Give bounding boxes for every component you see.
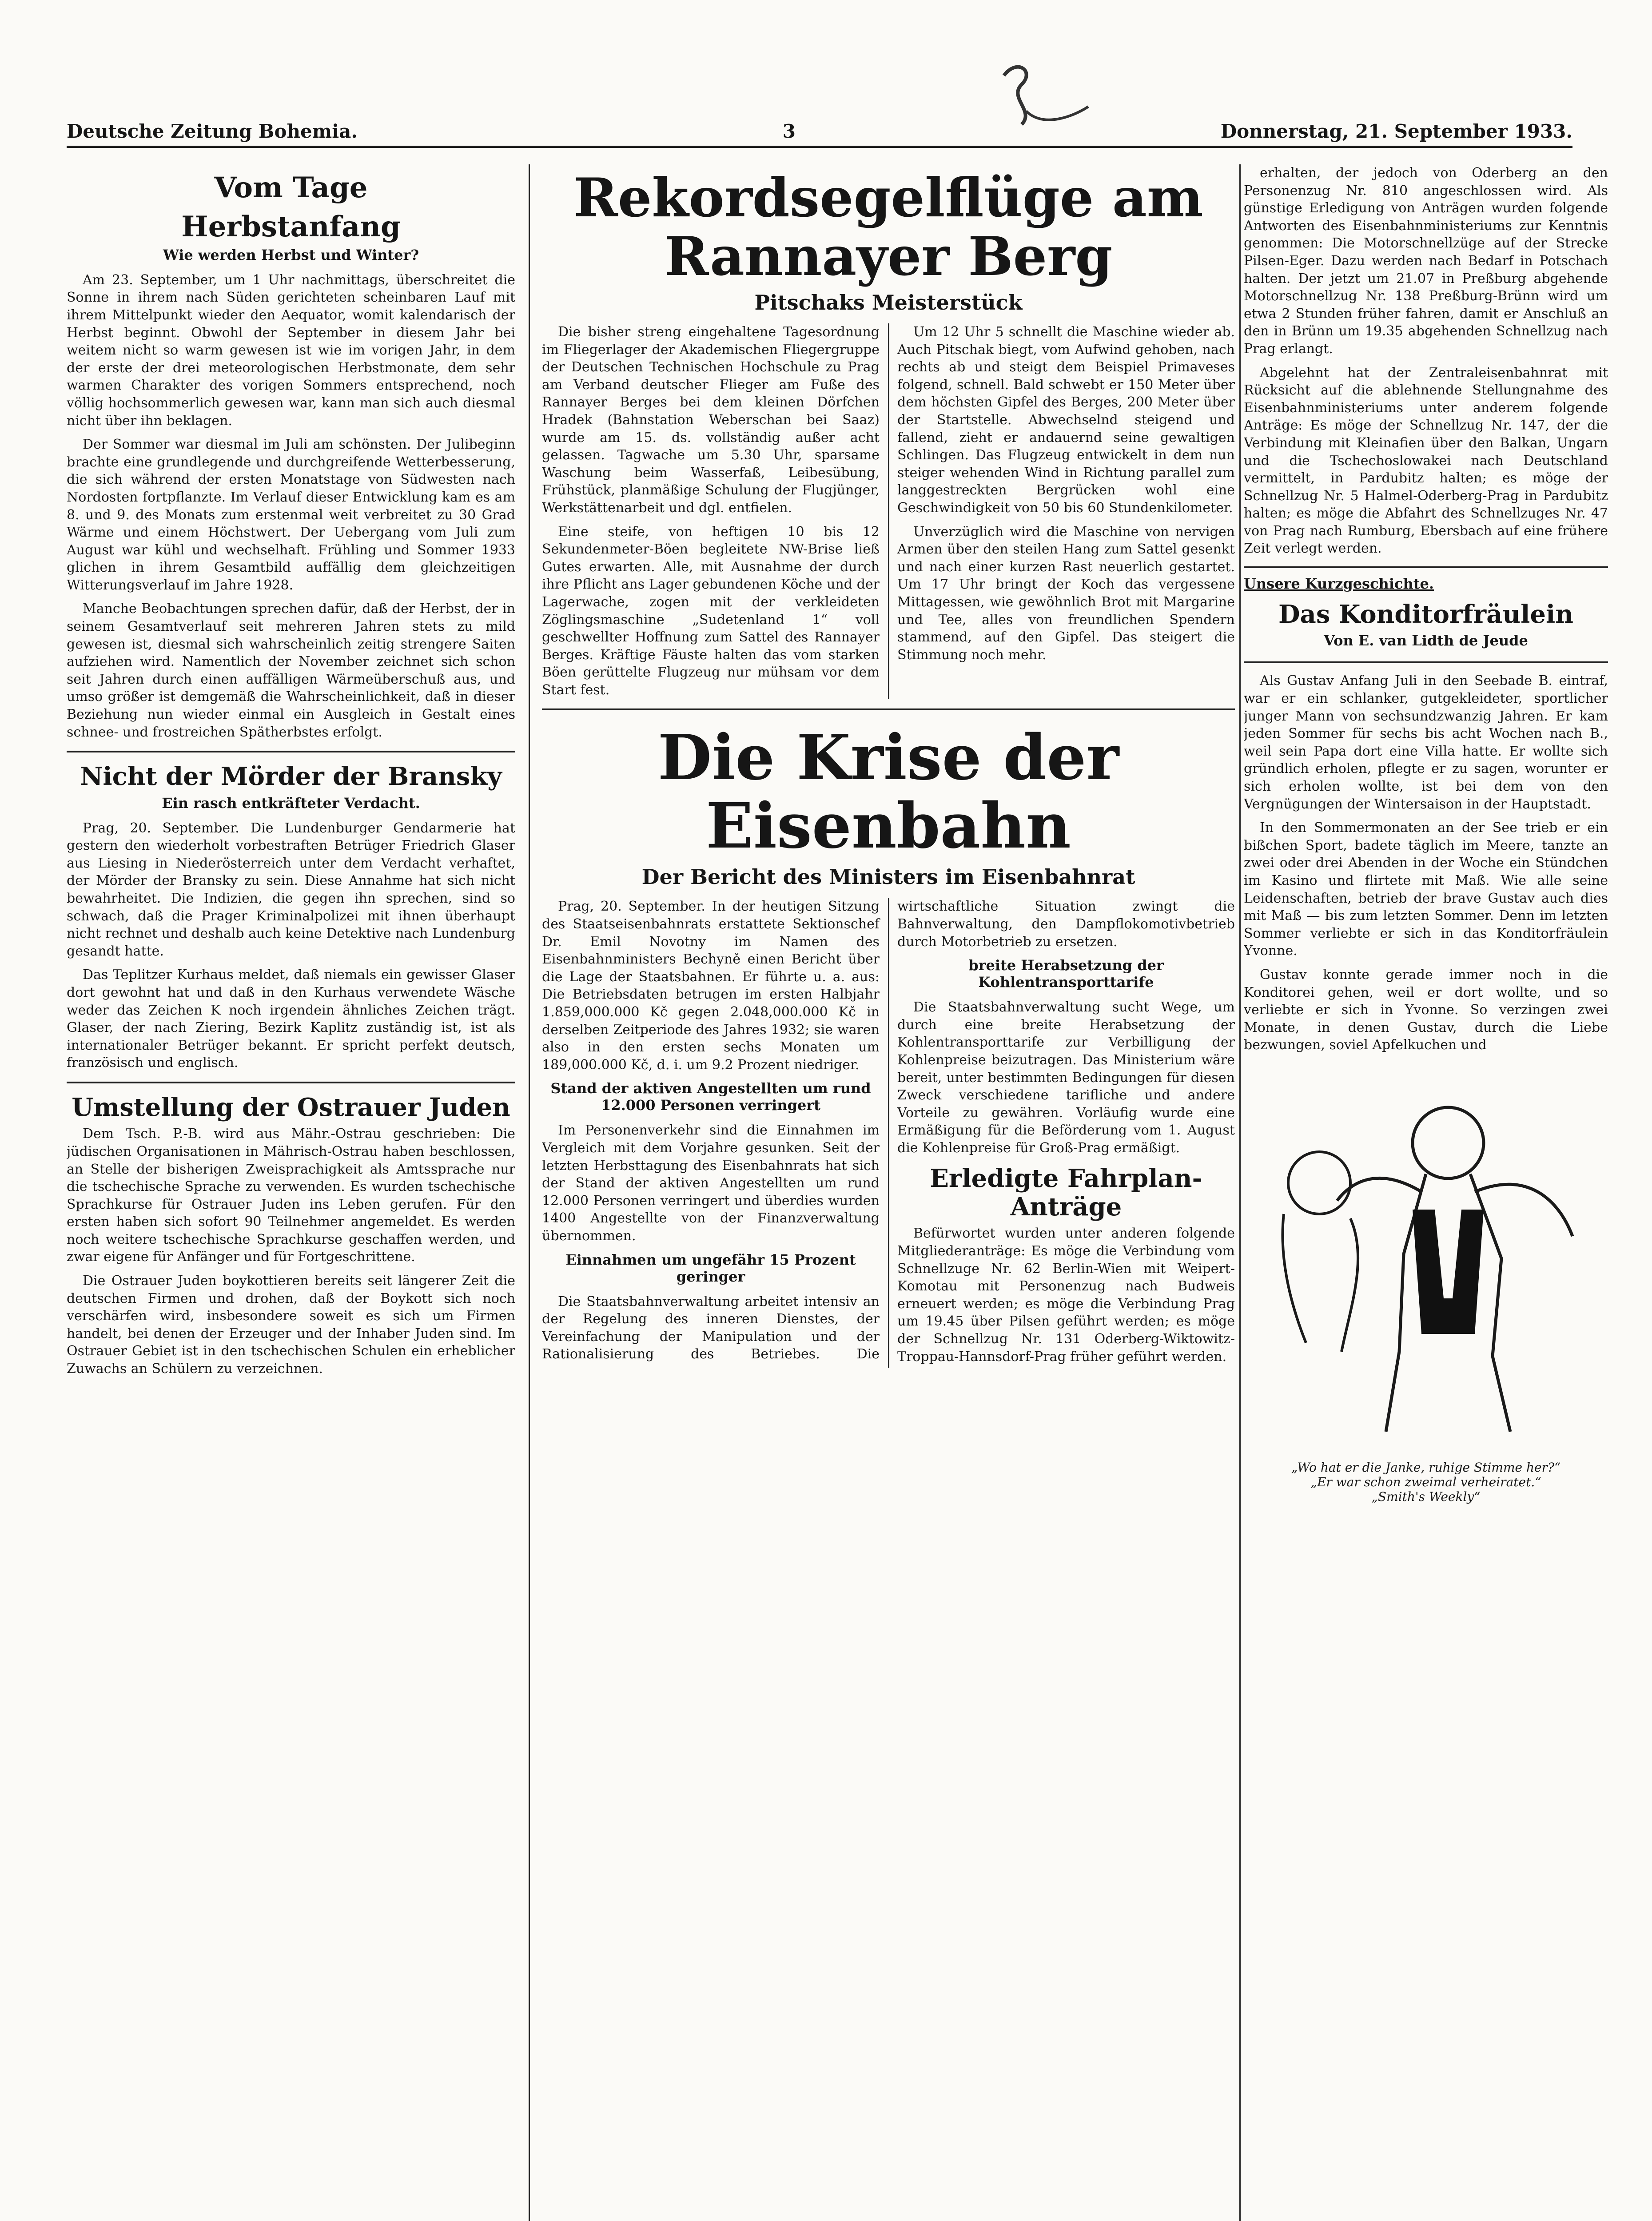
paragraph: Die Staatsbahnverwaltung arbeitet intensiv an der Regelung des inneren Dienstes, der Vereinfachung der Manipulation und der Rationalisierung des Betriebes. Die wirtschaftliche Situation zwingt die Bahnverwaltung, den Dampflokomotivbetrieb durch Motorbetrieb zu ersetzen.: [542, 899, 1235, 1362]
paragraph: Um 12 Uhr 5 schnellt die Maschine wieder ab. Auch Pitschak biegt, vom Aufwind gehoben, nach rechts ab und steigt dem Beispiel Primaveses folgend, schnell. Bald schwebt er 150 Meter über dem höchsten Gipfel des Berges, 200 Meter über der Startstelle. Abwechselnd steigend und fallend, zieht er andauernd seine gewaltigen Schlingen. Das Flugzeug entwickelt in dem nun steiger wehenden Wind in Richtung parallel zum langgestreckten Bergrücken wohl eine Geschwindigkeit von 50 bis 60 Stundenkilometer.: [897, 324, 1235, 516]
paragraph: erhalten, der jedoch von Oderberg an den Personenzug Nr. 810 angeschlossen wird. Als günstige Erledigung von Anträgen wurden folgende Antworten des Eisenbahnministeriums zur Kenntnis genommen: Die Motorschnellzüge auf der Strecke Pilsen-Eger. Dazu werden nach Bedarf in Potschach halten. Der jetzt um 21.07 in Preßburg abgehende Motorschnellzug Nr. 138 Preßburg-Brünn wird um etwa 2 Stunden früher fahren, damit er Anschluß an den in Brünn um 19.35 abgehenden Schnellzug nach Prag erlangt.: [1244, 165, 1608, 357]
divider: [67, 1082, 515, 1083]
paragraph: Prag, 20. September. Die Lundenburger Gendarmerie hat gestern den wiederholt vorbestraften Betrüger Friedrich Glaser aus Liesing in Niederösterreich unter dem Verdacht verhaftet, der Mörder der Bransky zu sein. Diese Annahme hat sich nicht bewahrheitet. Die Indizien, die gegen ihn sprechen, sind so schwach, daß die Prager Kriminalpolizei mit ihnen überhaupt nicht rechnet und deshalb auch keine Detektive nach Lundenburg gesandt hatte.: [67, 820, 515, 959]
short-story-label: Unsere Kurzgeschichte.: [1244, 575, 1434, 593]
paragraph: Unverzüglich wird die Maschine von nervigen Armen über den steilen Hang zum Sattel gesenkt und nach einer kurzen Rast neuerlich gestartet. Um 17 Uhr bringt der Koch das vergessene Mittagessen, wie gewöhnlich Brot mit Margarine und Tee, alles von freundlichen Spendern stammend, auf den Gipfel. Das steigert die Stimmung noch mehr.: [897, 524, 1235, 663]
newspaper-page: [67, 62, 1608, 2221]
short-story-title: Das Konditorfräulein: [1278, 600, 1573, 629]
article-title: Nicht der Mörder der Bransky: [80, 762, 502, 792]
paragraph: Befürwortet wurden unter anderen folgende Mitgliederanträge: Es möge die Verbindung vom Schnellzuge Nr. 62 Berlin-Wien mit Weipert-Komotau mit Personenzug nach Budweis erneuert werden; es möge die Verbindung Prag um 19.45 über Pilsen geführt werden; es möge der Schnellzug Nr. 131 Oderberg-Wiktowitz-Troppau-Hannsdorf-Prag früher geführt werden.: [897, 1226, 1235, 1365]
cartoon-illustration: [1253, 1067, 1599, 1520]
headline: Die Krise der Eisenbahn: [657, 721, 1119, 863]
paragraph: Gustav konnte gerade immer noch in die Konditorei gehen, weil er dort wollte, und so verliebte er sich in Yvonne. So verzingen zwei Monate, in denen Gustav, durch die Liebe bezwungen, soviel Apfelkuchen und: [1244, 967, 1608, 1053]
center-column: [542, 164, 1235, 2221]
cartoon-caption: „Wo hat er die Janke, ruhige Stimme her?“: [1291, 1460, 1561, 1475]
article-body: [542, 898, 1235, 1367]
short-story-box: [1244, 566, 1608, 663]
paragraph: Prag, 20. September. In der heutigen Sitzung des Staatseisenbahnrats erstattete Sektionschef Dr. Emil Novotny im Namen des Eisenbahnministers Bechyně einen Bericht über die Lage der Staatsbahnen. Er führte u. a. aus: Die Betriebsdaten betrugen im ersten Halbjahr 1.859,000.000 Kč gegen 2.048,000.000 Kč in derselben Zeitperiode des Jahres 1932; sie waren also in den ersten sechs Monaten um 189,000.000 Kč, d. i. um 9.2 Prozent niedriger.: [542, 899, 880, 1073]
cartoon-drawing: [1253, 1067, 1590, 1458]
paragraph: Als Gustav Anfang Juli in den Seebade B. eintraf, war er ein schlanker, gutgekleideter, sportlicher junger Mann von sechsundzwanzig Jahren. Er kam jeden Sommer für sechs bis acht Wochen nach B., weil sein Papa dort eine Villa hatte. Er wollte sich gründlich erholen, pflegte er zu sagen, worunter er sich erholen wollte, ist bei dem von den Vergnügungen der Wintersaison in der Hauptstadt.: [1244, 673, 1608, 812]
section-subhead: breite Herabsetzung der Kohlentransporttarife: [968, 957, 1164, 991]
paragraph: Das Teplitzer Kurhaus meldet, daß niemals ein gewisser Glaser dort gewohnt hat und daß in den Kurhaus verwendete Wäsche weder das Zeichen K noch irgendein ähnliches Zeichen trägt. Glaser, der nach Ziering, Bezirk Kaplitz zuständig ist, ist als internationaler Betrüger bekannt. Er spricht perfekt deutsch, französisch und englisch.: [67, 967, 515, 1071]
column-rule: [529, 164, 530, 2221]
article-title: Herbstanfang: [181, 210, 401, 244]
paragraph: Abgelehnt hat der Zentraleisenbahnrat mit Rücksicht auf die ablehnende Stellungnahme des Eisenbahnministeriums unter anderem folgende Anträge: Es möge der Schnellzug Nr. 147, der die Verbindung mit Kleinafien über den Balkan, Ungarn und die Tschechoslowakei nach Deutschland vermittelt, in Pardubitz halten; es möge der Schnellzug Nr. 5 Halmel-Oderberg-Prag in Pardubitz halten; es möge die Abfahrt des Schnellzuges Nr. 47 von Prag nach Rumburg, Ebersbach auf eine frühere Zeit verlegt werden.: [1244, 365, 1608, 557]
section-subhead: Einnahmen um ungefähr 15 Prozent geringer: [565, 1251, 856, 1285]
page-number: 3: [782, 120, 796, 142]
paragraph: Die Ostrauer Juden boykottieren bereits seit längerer Zeit die deutschen Firmen und drohen, daß der Boykott sich noch verschärfen wird, insbesondere soweit es sich um Firmen handelt, bei denen der Erzeuger und der Inhaber Juden sind. Im Ostrauer Gebiet ist in den tschechischen Schulen ein erheblicher Zuwachs an Schülern zu verzeichnen.: [67, 1273, 515, 1377]
paragraph: In den Sommermonaten an der See trieb er ein bißchen Sport, badete täglich im Meere, tanzte an zwei oder drei Abenden in der Woche ein Stündchen im Kasino und flirtete mit Maß. Wie alle seine Leidenschaften, betrieb der brave Gustav auch dies mit Maß — bis zum letzten Sommer. Denn im letzten Sommer verliebte er sich in das Konditorfräulein Yvonne.: [1244, 820, 1608, 959]
headline: Rekordsegelflüge am Rannayer Berg: [573, 167, 1203, 288]
cartoon-credit: „Smith's Weekly“: [1371, 1489, 1481, 1504]
headline-subtitle: Pitschaks Meisterstück: [754, 291, 1023, 314]
short-story-author: Von E. van Lidth de Jeude: [1324, 632, 1528, 649]
divider: [542, 708, 1235, 710]
right-column: [1244, 164, 1608, 2221]
paragraph: Die Staatsbahnverwaltung sucht Wege, um durch eine breite Herabsetzung der Kohlentransporttarife zur Verbilligung der Kohlenpreise beizutragen. Das Ministerium wäre bereit, unter bestimmten Bedingungen für diesen Zweck verschiedene tarifliche und andere Vorteile zu gewähren. Vorläufig wurde eine Ermäßigung für die Beförderung vom 1. August die Kohlenpreise für Groß-Prag ermäßigt.: [897, 999, 1235, 1156]
cartoon-caption: „Er war schon zweimal verheiratet.“: [1310, 1474, 1541, 1489]
article-subtitle: Wie werden Herbst und Winter?: [163, 246, 419, 263]
article-title: Erledigte Fahrplan-Anträge: [930, 1163, 1202, 1222]
issue-date: Donnerstag, 21. September 1933.: [1220, 120, 1572, 142]
paragraph: Die bisher streng eingehaltene Tagesordnung im Fliegerlager der Akademischen Fliegergruppe der Deutschen Technischen Hochschule zu Prag am Verband deutscher Flieger am Fuße des Rannayer Berges bei dem kleinen Dörfchen Hradek (Bahnstation Weberschan bei Saaz) wurde am 15. ds. vollständig außer acht gelassen. Tagwache um 5.30 Uhr, sparsame Waschung beim Wasserfaß, Leibesübung, Frühstück, planmäßige Schulung der Flugjünger, Werkstättenarbeit und dgl. entfielen.: [542, 324, 880, 516]
paragraph: Der Sommer war diesmal im Juli am schönsten. Der Julibeginn brachte eine grundlegende und durchgreifende Wetterbesserung, die sich während der ersten Monatstage von Südwesten nach Nordosten fortpflanzte. Im Verlauf dieser Entwicklung kam es am 8. und 9. des Monats zum erstenmal weit verbreitet zu 30 Grad Wärme und einem Höchstwert. Der Uebergang vom Juli zum August war kühl und wechselhaft. Frühling und Sommer 1933 glichen in ihrem Gesamtbild auffällig dem gleichzeitigen Witterungsverlauf im Jahre 1928.: [67, 437, 515, 593]
paragraph: Dem Tsch. P.-B. wird aus Mähr.-Ostrau geschrieben: Die jüdischen Organisationen in Mährisch-Ostrau haben beschlossen, an Stelle der bisherigen Zweisprachigkeit als Amtssprache nur die tschechische Sprache zu verwenden. Es wurden tschechische Sprachkurse für Ostrauer Juden ins Leben gerufen. Für den ersten haben sich sofort 90 Teilnehmer angemeldet. Es werden noch weitere tschechische Sprachkurse geschaffen werden, und zwar eigene für Anfänger und für Fortgeschrittene.: [67, 1126, 515, 1265]
paragraph: Eine steife, von heftigen 10 bis 12 Sekundenmeter-Böen begleitete NW-Brise ließ Gutes erwarten. Alle, mit Ausnahme der durch ihre Pflicht ans Lager gebundenen Köche und der Lagerwache, zogen mit der verkleideten Zöglingsmaschine „Sudetenland 1“ voll geschwellter Hoffnung zum Sattel des Rannayer Berges. Kräftige Fäuste halten das vom starken Böen gerüttelte Flugzeug nur mühsam vor dem Start fest.: [542, 524, 880, 698]
section-subhead: Stand der aktiven Angestellten um rund 12.000 Personen verringert: [550, 1080, 871, 1114]
section-title: Vom Tage: [214, 171, 368, 204]
page-header: [67, 115, 1572, 148]
headline-subtitle: Der Bericht des Ministers im Eisenbahnrat: [641, 865, 1135, 889]
article-subtitle: Ein rasch entkräfteter Verdacht.: [162, 794, 420, 812]
left-column: [67, 164, 515, 2221]
paragraph: Am 23. September, um 1 Uhr nachmittags, überschreitet die Sonne in ihrem nach Süden gerichteten scheinbaren Lauf mit ihrem Mittelpunkt wieder den Aequator, womit kalendarisch der Herbst beginnt. Obwohl der September in diesem Jahr bei weitem nicht so warm gewesen ist wie im vorigen Jahr, in dem der erste der drei meteorologischen Herbstmonate, dem sehr warmen Charakter des vorigen Sommers entsprechend, noch völlig hochsommerlich gewesen war, kann man sich auch diesmal nicht über ihn beklagen.: [67, 272, 515, 429]
divider: [67, 751, 515, 752]
article-body: [542, 323, 1235, 699]
paper-name: Deutsche Zeitung Bohemia.: [67, 120, 358, 142]
paragraph: Im Personenverkehr sind die Einnahmen im Vergleich mit dem Vorjahre gesunken. Seit der letzten Herbsttagung des Eisenbahnrats hat sich der Stand der aktiven Angestellten um rund 12.000 Personen verringert und überdies wurden 1400 Angestellte von der Finanzverwaltung übernommen.: [542, 1122, 880, 1244]
article-title: Umstellung der Ostrauer Juden: [72, 1092, 510, 1122]
column-rule: [1239, 164, 1241, 2221]
paragraph: Manche Beobachtungen sprechen dafür, daß der Herbst, der in seinem Gesamtverlauf seit mehreren Jahren stets zu mild gewesen ist, diesmal sich wahrscheinlich zeitig strengere Saiten aufziehen wird. Namentlich der November zeichnet sich schon seit Jahren durch einen auffälligen Wärmeüberschuß aus, und umso größer ist demgemäß die Wahrscheinlichkeit, daß in dieser Beziehung nun wieder einmal ein Ausgleich in Gestalt eines schnee- und frostreichen Spätherbstes erfolgt.: [67, 601, 515, 740]
